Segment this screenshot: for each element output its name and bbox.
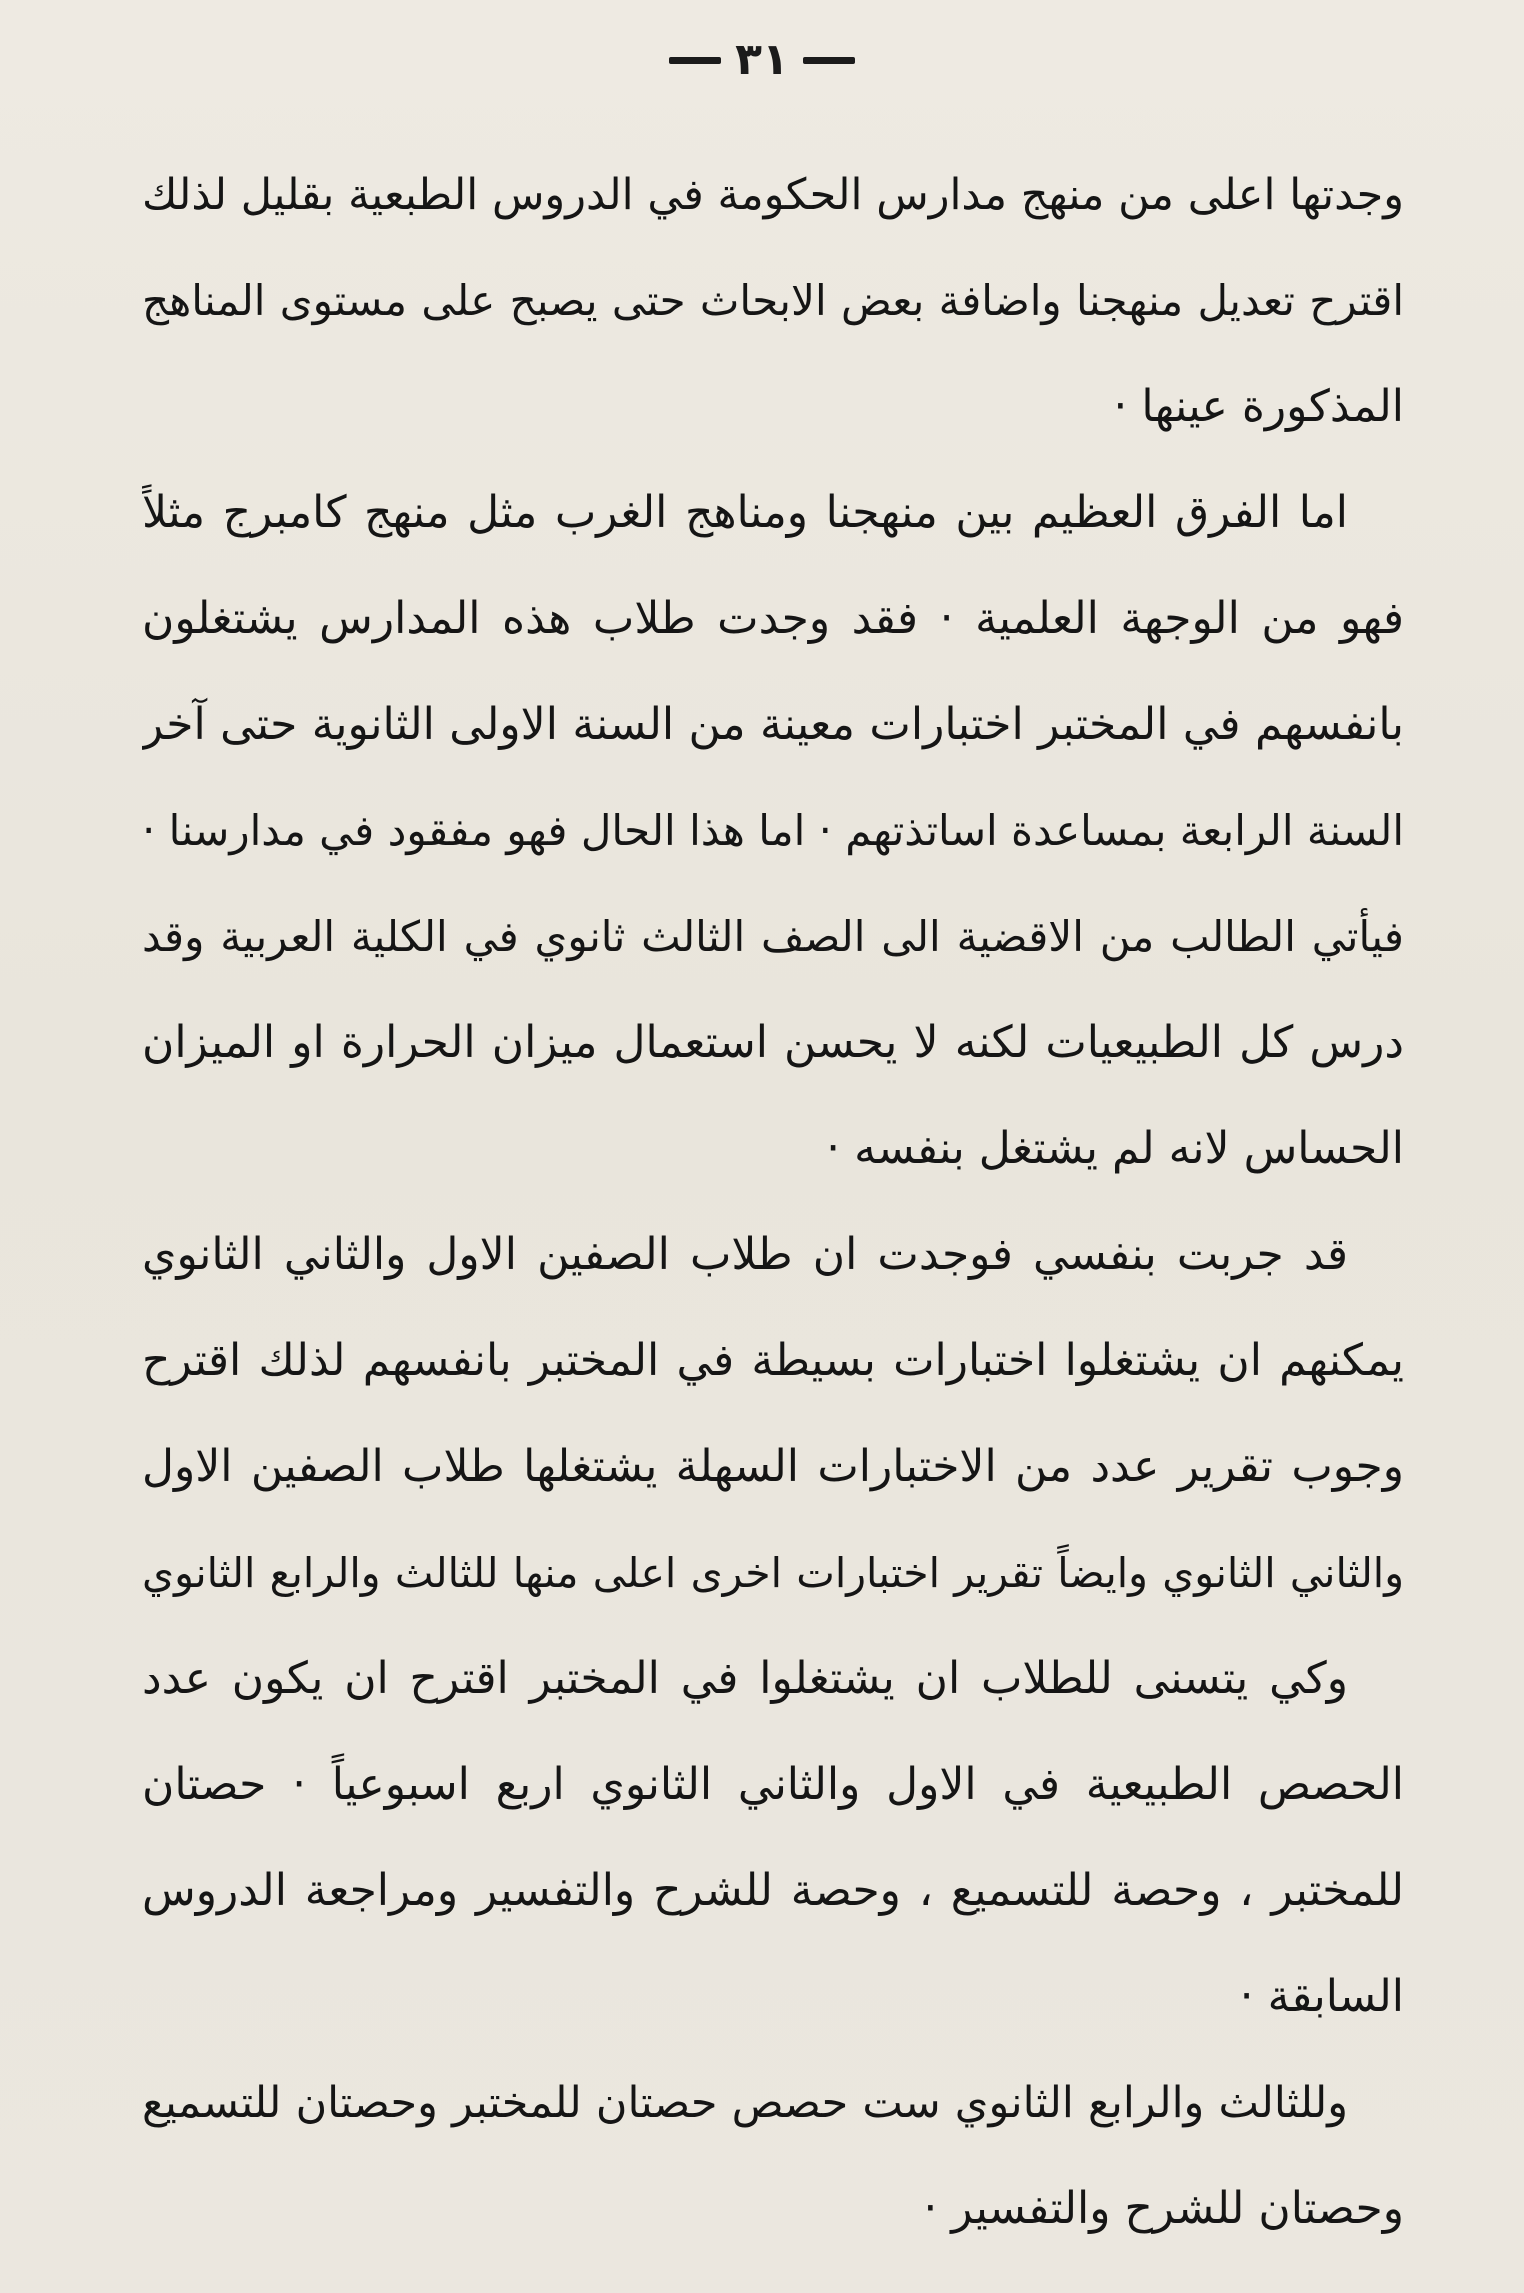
text-line: السنة الرابعة بمساعدة اساتذتهم · اما هذا الحال فهو مفقود في مدارسنا · <box>142 806 1404 855</box>
page-number: ٣١ <box>735 34 789 85</box>
text-line: المذكورة عينها · <box>1113 381 1404 432</box>
text-line: قد جربت بنفسي فوجدت ان طلاب الصفين الاول والثاني الثانوي <box>142 1229 1348 1280</box>
text-line: وجدتها اعلى من منهج مدارس الحكومة في الدروس الطبعية بقليل لذلك <box>142 170 1404 220</box>
text-line: فهو من الوجهة العلمية · فقد وجدت طلاب هذه المدارس يشتغلون <box>142 593 1404 644</box>
text-line: وللثالث والرابع الثانوي ست حصص حصتان للمختبر وحصتان للتسميع <box>142 2078 1348 2128</box>
text-line: فيأتي الطالب من الاقضية الى الصف الثالث ثانوي في الكلية العربية وقد <box>142 912 1404 961</box>
text-line: يمكنهم ان يشتغلوا اختبارات بسيطة في المختبر بانفسهم لذلك اقترح <box>142 1335 1404 1386</box>
header-dash-right <box>803 57 855 64</box>
body-text <box>142 142 1404 2262</box>
text-line: للمختبر ، وحصة للتسميع ، وحصة للشرح والتفسير ومراجعة الدروس <box>142 1865 1404 1916</box>
text-line: وكي يتسنى للطلاب ان يشتغلوا في المختبر اقترح ان يكون عدد <box>142 1653 1348 1704</box>
header-dash-left <box>669 57 721 64</box>
page-header <box>0 34 1524 85</box>
text-line: الحساس لانه لم يشتغل بنفسه · <box>826 1123 1404 1174</box>
text-line: وحصتان للشرح والتفسير · <box>923 2183 1404 2234</box>
text-line: السابقة · <box>1239 1971 1404 2022</box>
text-line: الحصص الطبيعية في الاول والثاني الثانوي اربع اسبوعياً · حصتان <box>142 1759 1404 1810</box>
text-line: اما الفرق العظيم بين منهجنا ومناهج الغرب مثل منهج كامبرج مثلاً <box>142 487 1348 538</box>
text-line: والثاني الثانوي وايضاً تقرير اختبارات اخرى اعلى منها للثالث والرابع الثانوي <box>142 1549 1404 1597</box>
text-line: اقترح تعديل منهجنا واضافة بعض الابحاث حتى يصبح على مستوى المناهج <box>142 276 1404 325</box>
text-line: وجوب تقرير عدد من الاختبارات السهلة يشتغلها طلاب الصفين الاول <box>142 1441 1404 1492</box>
text-line: درس كل الطبيعيات لكنه لا يحسن استعمال ميزان الحرارة او الميزان <box>142 1017 1404 1068</box>
text-line: بانفسهم في المختبر اختبارات معينة من السنة الاولى الثانوية حتى آخر <box>142 699 1404 750</box>
